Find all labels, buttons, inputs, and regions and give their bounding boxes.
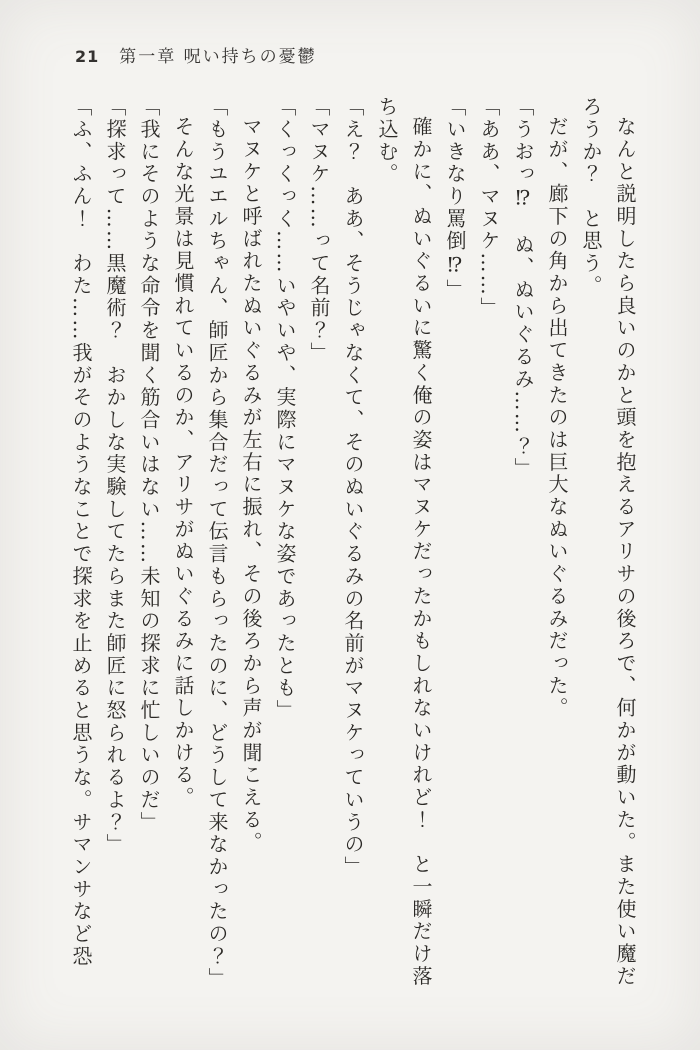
paragraph: 「いきなり罵倒⁉」: [443, 96, 467, 302]
chapter-title: 第一章 呪い持ちの憂鬱: [119, 47, 317, 67]
paragraph: なんと説明したら良いのかと頭を抱えるアリサの後ろで、何かが動いた。また使い魔だろうか？ と思う。: [579, 96, 637, 988]
paragraph: 「探求って……黒魔術？ おかしな実験してたらまた師匠に怒られるよ？」: [103, 96, 127, 856]
paragraph: 「くっくっく……いやいや、実際にマヌケな姿であったとも」: [273, 96, 297, 722]
paragraph: 「ああ、マヌケ……」: [477, 96, 501, 320]
paragraph: 「もうユエルちゃん、師匠から集合だって伝言もらったのに、どうして来なかったの？」: [205, 96, 229, 990]
running-head: [75, 42, 317, 67]
paragraph: だが、廊下の角から出てきたのは巨大なぬいぐるみだった。: [545, 116, 569, 720]
paragraph: 「え？ ああ、そうじゃなくて、そのぬいぐるみの名前がマヌケっていうの」: [341, 96, 365, 879]
paragraph: 「ふ、ふん！ わた……我がそのようなことで探求を止めると思うな。サマンサなど恐: [69, 96, 93, 968]
paragraph: 「うおっ⁉ ぬ、ぬいぐるみ……？」: [511, 96, 535, 480]
paragraph: 「我にそのような命令を聞く筋合いはない……未知の探求に忙しいのだ」: [137, 96, 161, 834]
paragraph: 確かに、ぬいぐるいに驚く俺の姿はマヌケだったかもしれないけれど！ と一瞬だけ落ち込む。: [375, 96, 433, 988]
paragraph: そんな光景は見慣れているのか、アリサがぬいぐるみに話しかける。: [171, 116, 195, 809]
text-body: [64, 96, 642, 994]
paragraph: マヌケと呼ばれたぬいぐるみが左右に振れ、その後ろから声が聞こえる。: [239, 116, 263, 854]
paragraph: 「マヌケ……って名前？」: [307, 96, 331, 365]
page-number: 21: [75, 47, 100, 66]
